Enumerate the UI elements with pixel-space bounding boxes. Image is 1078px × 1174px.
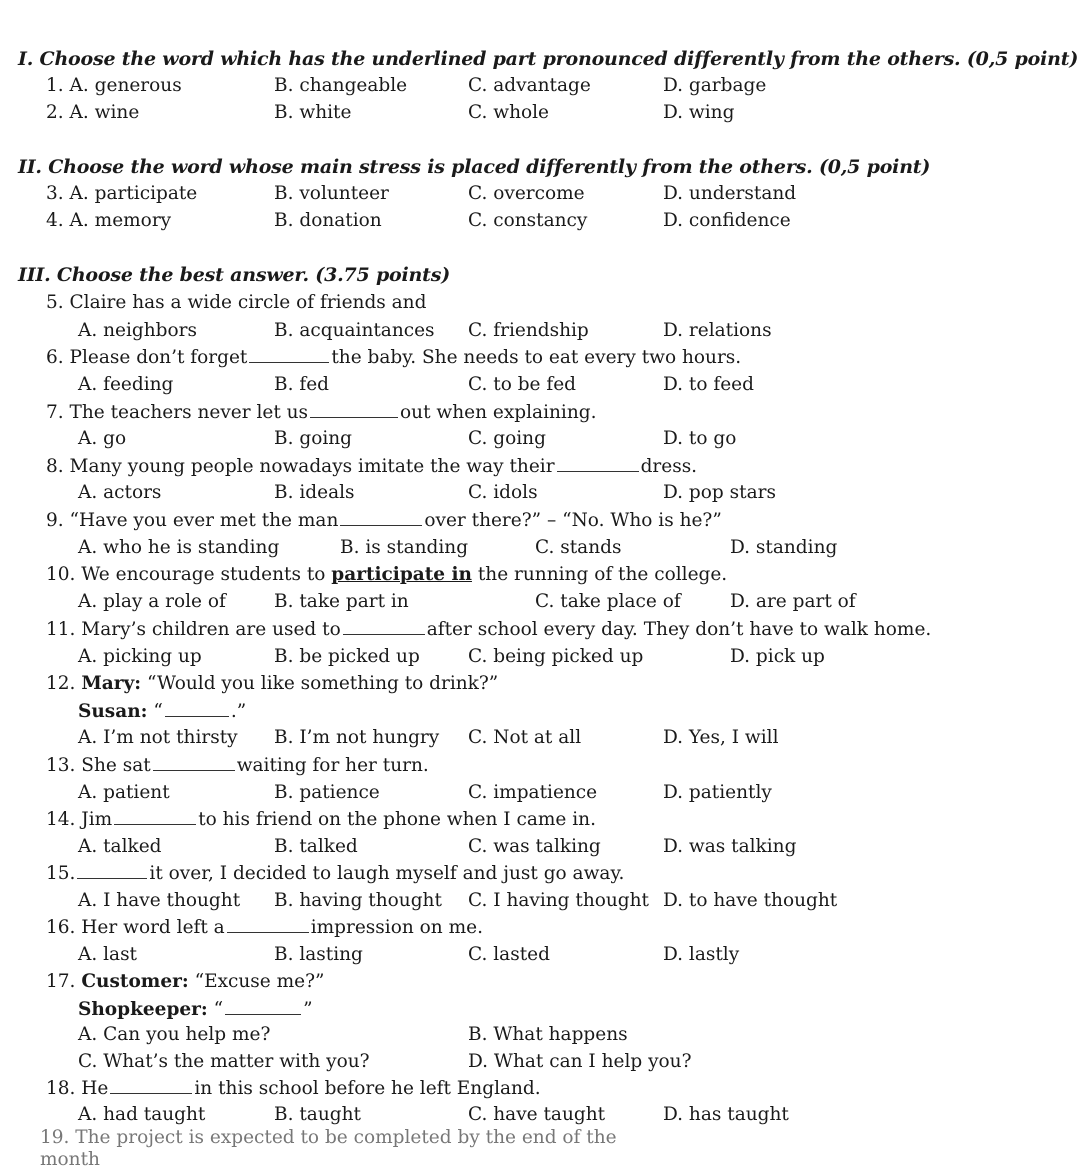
q15-option-d: D. to have thought: [663, 890, 838, 911]
q11-option-a: A. picking up: [78, 646, 202, 667]
q10-option-d: D. are part of: [730, 591, 856, 612]
q6-option-b: B. fed: [274, 374, 329, 395]
question-18-stem: 18. He in this school before he left England.: [46, 1078, 541, 1099]
q15-option-c: C. I having thought: [468, 890, 649, 911]
q16-option-b: B. lasting: [274, 944, 363, 965]
q16-option-d: D. lastly: [663, 944, 740, 965]
answer-blank[interactable]: [557, 455, 639, 472]
q16-option-c: C. lasted: [468, 944, 550, 965]
q3-option-d: D. understand: [663, 183, 797, 204]
question-7-stem: 7. The teachers never let us out when explaining.: [46, 402, 597, 423]
q12-option-b: B. I’m not hungry: [274, 727, 440, 748]
q17-option-b: B. What happens: [468, 1024, 628, 1045]
q8-option-c: C. idols: [468, 482, 538, 503]
question-5-stem: [46, 291, 430, 314]
q2-option-b: B. white: [274, 102, 352, 123]
q4-option-b: B. donation: [274, 210, 382, 231]
q8-option-a: A. actors: [78, 482, 162, 503]
underlined-phrase: participate in: [331, 564, 472, 585]
q5-option-b: B. acquaintances: [274, 320, 435, 341]
q7-option-b: B. going: [274, 428, 353, 449]
q2-option-c: C. whole: [468, 102, 550, 123]
q5-option-c: C. friendship: [468, 320, 589, 341]
q9-option-d: D. standing: [730, 537, 838, 558]
answer-blank[interactable]: [110, 1077, 192, 1094]
q7-option-c: C. going: [468, 428, 546, 449]
q11-option-c: C. being picked up: [468, 646, 644, 667]
q3-option-b: B. volunteer: [274, 183, 389, 204]
q2-option-d: D. wing: [663, 102, 735, 123]
question-10-stem: 10. We encourage students to participate in the running of the college.: [46, 564, 728, 585]
question-11-stem: 11. Mary’s children are used to after school every day. They don’t have to walk home.: [46, 619, 932, 640]
q2-option-a: 2. A. wine: [46, 102, 140, 123]
q8-option-b: B. ideals: [274, 482, 355, 503]
section-3-heading: III. Choose the best answer. (3.75 points): [18, 264, 451, 286]
question-14-stem: 14. Jim to his friend on the phone when I came in.: [46, 809, 596, 830]
q13-option-a: A. patient: [78, 782, 170, 803]
question-15-stem: 15. it over, I decided to laugh myself and just go away.: [46, 863, 625, 884]
q6-option-a: A. feeding: [78, 374, 174, 395]
answer-blank[interactable]: [77, 862, 147, 879]
q5-text: 5. Claire has a wide circle of friends and: [46, 292, 427, 313]
q9-option-a: A. who he is standing: [78, 537, 280, 558]
q4-option-a: 4. A. memory: [46, 210, 172, 231]
section-2-heading: II. Choose the word whose main stress is placed differently from the others. (0,5 point): [18, 156, 931, 178]
question-17-reply: Shopkeeper: “ ”: [78, 999, 313, 1020]
answer-blank[interactable]: [249, 346, 329, 363]
q9-option-c: C. stands: [535, 537, 622, 558]
q4-option-d: D. confidence: [663, 210, 791, 231]
question-6-stem: 6. Please don’t forget the baby. She needs to eat every two hours.: [46, 347, 742, 368]
q17-option-c: C. What’s the matter with you?: [78, 1051, 370, 1072]
q12-option-d: D. Yes, I will: [663, 727, 779, 748]
answer-blank[interactable]: [227, 916, 309, 933]
q6-option-d: D. to feed: [663, 374, 754, 395]
speaker-name: Mary:: [81, 673, 142, 694]
question-9-stem: 9. “Have you ever met the man over there?” – “No. Who is he?”: [46, 510, 722, 531]
q5-option-d: D. relations: [663, 320, 772, 341]
q12-option-a: A. I’m not thirsty: [78, 727, 238, 748]
q8-option-d: D. pop stars: [663, 482, 776, 503]
answer-blank[interactable]: [114, 808, 196, 825]
q14-option-b: B. talked: [274, 836, 358, 857]
speaker-name: Customer:: [81, 971, 189, 992]
q3-option-c: C. overcome: [468, 183, 585, 204]
question-13-stem: 13. She sat waiting for her turn.: [46, 755, 429, 776]
answer-blank[interactable]: [343, 618, 425, 635]
question-17-stem: 17. Customer: “Excuse me?”: [46, 971, 325, 992]
question-12-reply: Susan: “ .”: [78, 701, 247, 722]
q1-option-a: 1. A. generous: [46, 75, 182, 96]
q6-option-c: C. to be fed: [468, 374, 577, 395]
q11-option-b: B. be picked up: [274, 646, 420, 667]
q10-option-a: A. play a role of: [78, 591, 226, 612]
q12-option-c: C. Not at all: [468, 727, 582, 748]
section-1-heading: I. Choose the word which has the underlined part pronounced differently from the others. (0,5 point): [18, 48, 1078, 70]
q1-option-c: C. advantage: [468, 75, 591, 96]
answer-blank[interactable]: [310, 401, 398, 418]
q3-option-a: 3. A. participate: [46, 183, 198, 204]
q4-option-c: C. constancy: [468, 210, 588, 231]
question-12-stem: 12. Mary: “Would you like something to drink?”: [46, 673, 499, 694]
q11-option-d: D. pick up: [730, 646, 825, 667]
q1-option-d: D. garbage: [663, 75, 767, 96]
answer-blank[interactable]: [165, 700, 229, 717]
answer-blank[interactable]: [153, 754, 235, 771]
question-19-partial: 19. The project is expected to be completed by the end of the month: [40, 1127, 617, 1170]
answer-blank[interactable]: [340, 509, 422, 526]
q7-option-d: D. to go: [663, 428, 737, 449]
question-16-stem: 16. Her word left a impression on me.: [46, 917, 483, 938]
q1-option-b: B. changeable: [274, 75, 408, 96]
q18-option-d: D. has taught: [663, 1104, 789, 1125]
q13-option-d: D. patiently: [663, 782, 772, 803]
q14-option-a: A. talked: [78, 836, 162, 857]
question-8-stem: 8. Many young people nowadays imitate the way their dress.: [46, 456, 698, 477]
q10-option-b: B. take part in: [274, 591, 409, 612]
answer-blank[interactable]: [225, 998, 301, 1015]
q5-option-a: A. neighbors: [78, 320, 197, 341]
speaker-name: Shopkeeper:: [78, 999, 208, 1020]
q14-option-c: C. was talking: [468, 836, 601, 857]
speaker-name: Susan:: [78, 701, 148, 722]
q15-option-a: A. I have thought: [78, 890, 241, 911]
q17-option-a: A. Can you help me?: [78, 1024, 271, 1045]
q13-option-c: C. impatience: [468, 782, 598, 803]
q10-option-c: C. take place of: [535, 591, 681, 612]
q18-option-b: B. taught: [274, 1104, 361, 1125]
q16-option-a: A. last: [78, 944, 137, 965]
q14-option-d: D. was talking: [663, 836, 797, 857]
q15-option-b: B. having thought: [274, 890, 442, 911]
q13-option-b: B. patience: [274, 782, 380, 803]
q9-option-b: B. is standing: [340, 537, 469, 558]
q18-option-c: C. have taught: [468, 1104, 606, 1125]
q17-option-d: D. What can I help you?: [468, 1051, 692, 1072]
q7-option-a: A. go: [78, 428, 127, 449]
q18-option-a: A. had taught: [78, 1104, 206, 1125]
